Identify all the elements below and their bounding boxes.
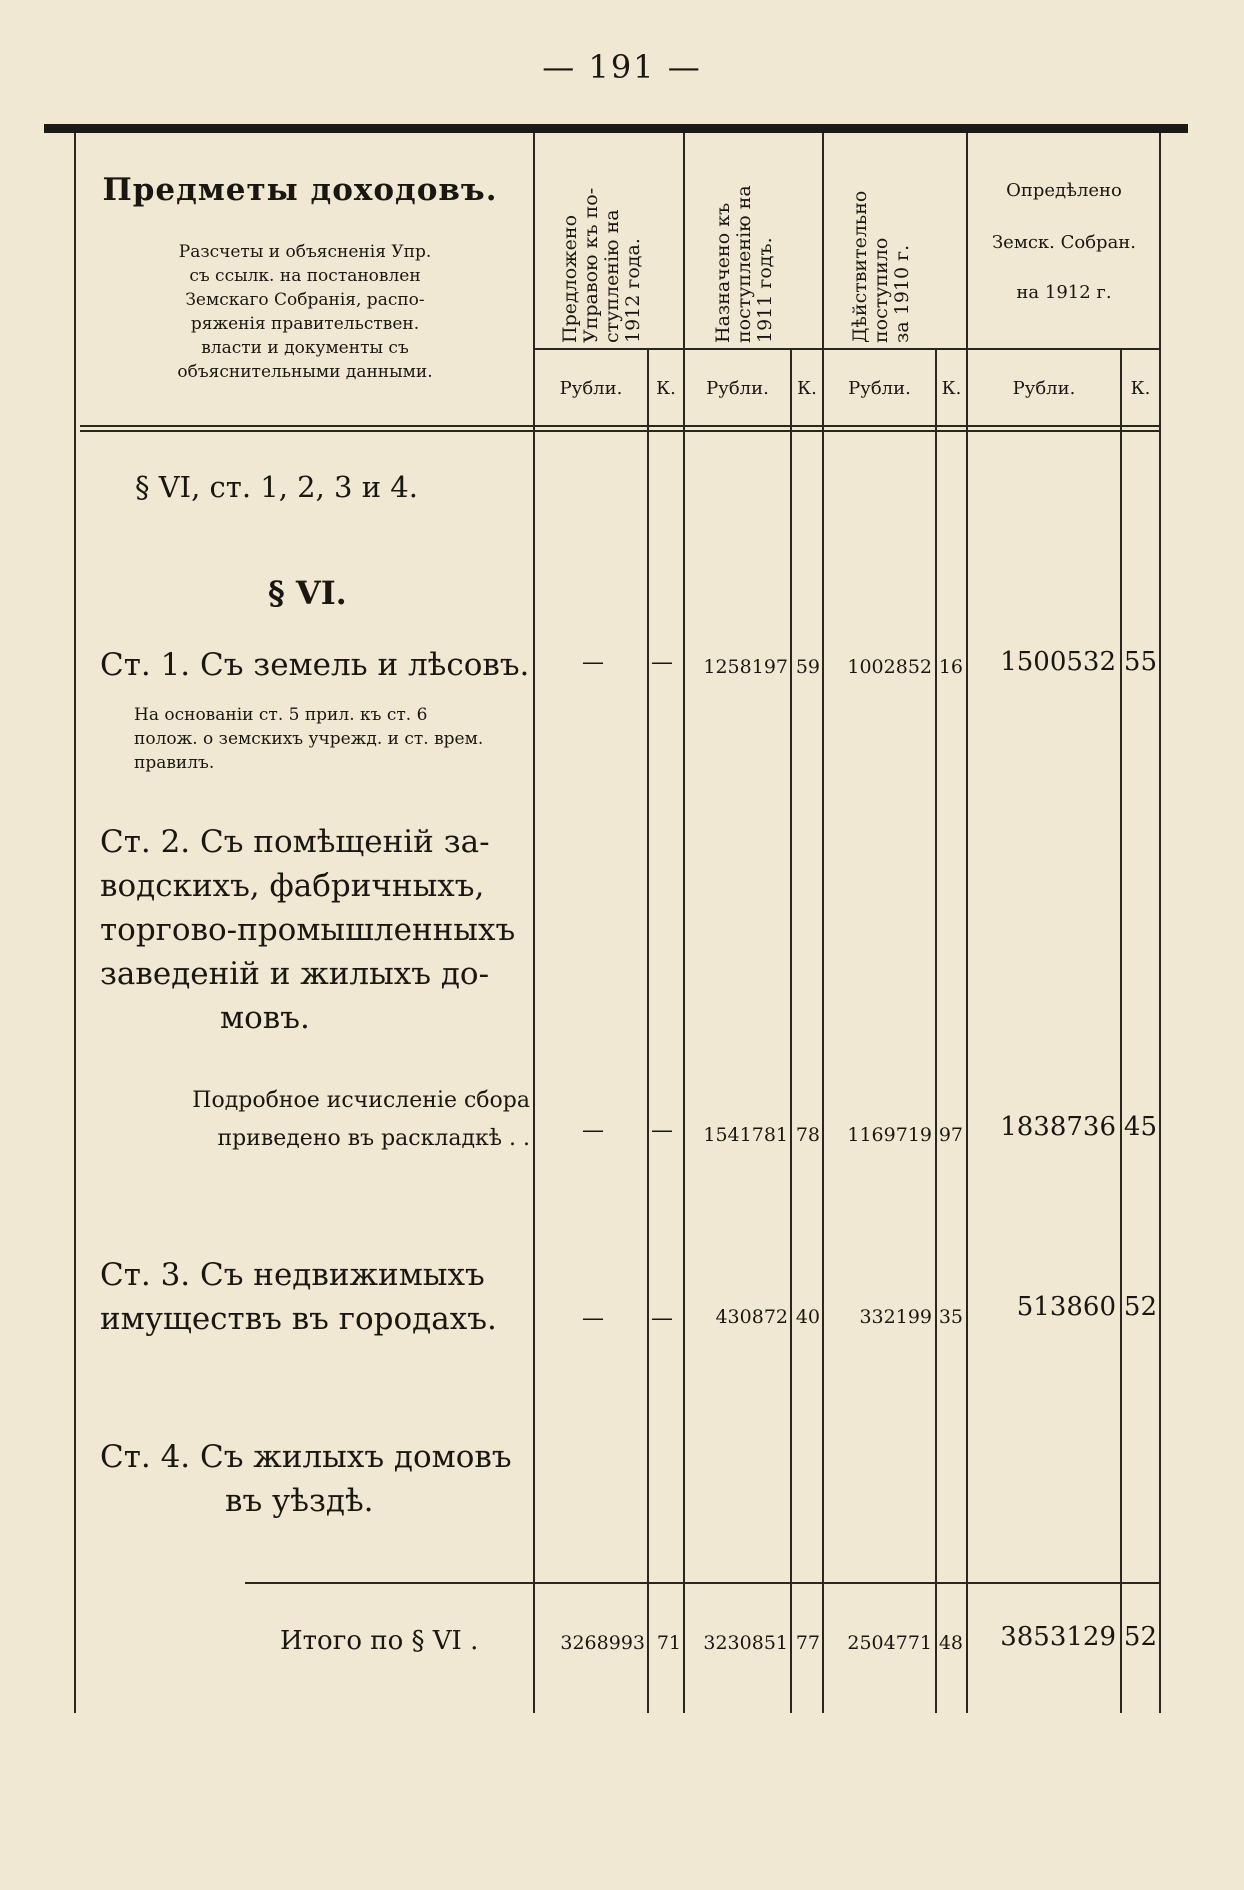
unit-rub: Рубли.	[848, 378, 911, 399]
row-value: 1002852	[847, 656, 932, 678]
label-line: заведеній и жилыхъ до-	[100, 956, 490, 992]
row-value: 78	[795, 1124, 820, 1146]
label-line: Ст. 4. Съ жилыхъ домовъ	[100, 1439, 512, 1475]
row-value: 35	[938, 1306, 963, 1328]
total-value: 3230851	[703, 1632, 788, 1654]
col-line-1k	[647, 350, 649, 1713]
row-value: 1169719	[847, 1124, 932, 1146]
col4-header-line: Земск. Собран.	[991, 232, 1137, 253]
total-value: 77	[795, 1632, 820, 1654]
row-value-dash: —	[651, 650, 673, 675]
row-note	[100, 1082, 530, 1158]
row-value: 513860	[1016, 1292, 1116, 1322]
total-value: 3853129	[1000, 1622, 1116, 1652]
unit-kop: К.	[1130, 378, 1151, 399]
note-line: приведено въ раскладкѣ . .	[217, 1126, 530, 1151]
row-value-dash: —	[651, 1118, 673, 1143]
note-line: правилъ.	[134, 753, 215, 773]
total-value: 3268993	[560, 1632, 645, 1654]
unit-kop: К.	[797, 378, 817, 399]
col-line-3	[822, 133, 824, 1713]
col4-header-line: Опредѣлено	[1006, 180, 1122, 201]
row-value: 1838736	[1000, 1112, 1116, 1142]
row-value: 1500532	[1000, 647, 1116, 677]
row-label: Ст. 1. Съ земель и лѣсовъ.	[100, 647, 530, 683]
col4-header-line: на 1912 г.	[1016, 282, 1112, 303]
row-value-dash: —	[582, 1118, 604, 1143]
subtitle-line: власти и документы съ	[201, 338, 409, 358]
total-value: 48	[938, 1632, 963, 1654]
col1-header: Предложено Управою къ по- ступленію на 1912 года.	[559, 187, 644, 343]
section-title: § VI, ст. 1, 2, 3 и 4.	[135, 470, 418, 504]
col3-header: Дѣйствительно поступило за 1910 г.	[849, 190, 913, 343]
page-number: — 191 —	[542, 48, 702, 86]
total-label: Итого по § VI .	[280, 1626, 479, 1656]
label-line: Ст. 3. Съ недвижимыхъ	[100, 1257, 485, 1293]
col-line-right	[1159, 133, 1161, 1713]
col-line-2k	[790, 350, 792, 1713]
subtitle-line: объяснительными данными.	[177, 362, 433, 382]
unit-rub: Рубли.	[706, 378, 769, 399]
label-line: въ уѣздѣ.	[225, 1483, 374, 1519]
row-value: 16	[938, 656, 963, 678]
row-value: 40	[795, 1306, 820, 1328]
row-value: 1541781	[703, 1124, 788, 1146]
total-rule	[245, 1582, 1159, 1584]
row-label	[100, 1435, 530, 1523]
top-rule	[44, 124, 1188, 133]
row-value: 52	[1123, 1292, 1157, 1322]
row-value-dash: —	[651, 1306, 673, 1331]
row-value: 1258197	[703, 656, 788, 678]
row-value: 430872	[715, 1306, 788, 1328]
col-line-left	[74, 133, 76, 1713]
total-value: 2504771	[847, 1632, 932, 1654]
unit-kop: К.	[656, 378, 676, 399]
header-bottom-line-2	[80, 430, 1159, 432]
col-line-2	[683, 133, 685, 1713]
label-line: имуществъ въ городахъ.	[100, 1301, 497, 1337]
row-value-dash: —	[582, 1306, 604, 1331]
note-line: полож. о земскихъ учрежд. и ст. врем.	[134, 729, 484, 749]
row-value: 55	[1123, 647, 1157, 677]
label-line: Ст. 2. Съ помѣщеній за-	[100, 824, 490, 860]
note-line: Подробное исчисленіе сбора	[192, 1088, 530, 1113]
total-value: 52	[1123, 1622, 1157, 1652]
col2-header: Назначено къ поступленію на 1911 годъ.	[712, 185, 776, 343]
subtitle-line: ряженія правительствен.	[190, 314, 420, 334]
row-value-dash: —	[582, 650, 604, 675]
subtitle-line: съ ссылк. на постановлен	[189, 266, 421, 286]
row-value: 97	[938, 1124, 963, 1146]
header-subtitle	[80, 240, 530, 384]
subtitle-line: Разсчеты и объясненія Упр.	[178, 242, 432, 262]
header-unit-line	[533, 348, 1159, 350]
row-note	[134, 703, 534, 775]
unit-kop: К.	[941, 378, 962, 399]
note-line: На основаніи ст. 5 прил. къ ст. 6	[134, 705, 428, 725]
header-bottom-line	[80, 425, 1159, 427]
section-heading: § VI.	[268, 574, 347, 612]
label-line: торгово-промышленныхъ	[100, 912, 516, 948]
unit-rub: Рубли.	[559, 378, 623, 399]
col-line-4k	[1120, 350, 1122, 1713]
col-line-1	[533, 133, 535, 1713]
label-line: водскихъ, фабричныхъ,	[100, 868, 485, 904]
col-line-4	[966, 133, 968, 1713]
row-value: 59	[795, 656, 820, 678]
total-value: 71	[656, 1632, 681, 1654]
header-title: Предметы доходовъ.	[102, 172, 498, 208]
row-value: 332199	[859, 1306, 932, 1328]
label-line: мовъ.	[220, 1000, 310, 1036]
unit-rub: Рубли.	[1012, 378, 1076, 399]
row-label	[100, 820, 530, 1040]
subtitle-line: Земскаго Собранія, распо-	[185, 290, 425, 310]
row-label	[100, 1253, 530, 1341]
col-line-3k	[935, 350, 937, 1713]
row-value: 45	[1123, 1112, 1157, 1142]
